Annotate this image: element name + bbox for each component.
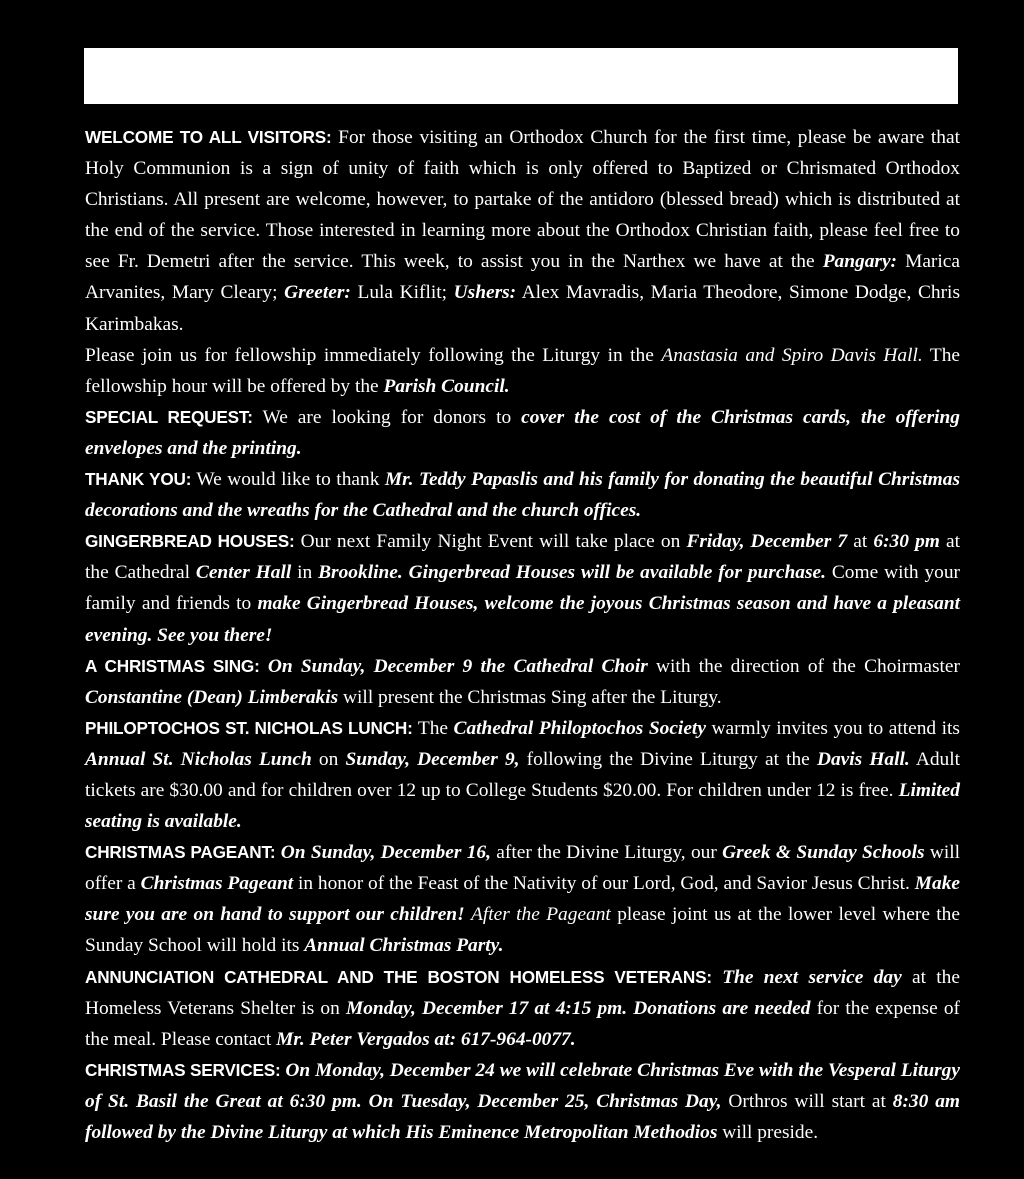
- body-text: Lula Kiflit;: [350, 282, 454, 304]
- section-heading: SPECIAL REQUEST:: [85, 406, 253, 427]
- body-text: Our next Family Night Event will take place on: [294, 531, 687, 553]
- body-text: on: [311, 748, 346, 770]
- body-text: Alex Mavradis, Maria Theodore, Simone Dodge, Chris Karimbakas.: [85, 282, 960, 335]
- paragraph-christmas-pageant: [85, 837, 960, 961]
- paragraph-philoptochos-lunch: [85, 713, 960, 837]
- header-bar: [84, 48, 958, 104]
- emphasis-text: Mr. Peter Vergados at: 617-964-0077.: [276, 1028, 576, 1050]
- body-text: We are looking for donors to: [252, 406, 522, 428]
- section-heading: GINGERBREAD HOUSES:: [85, 531, 295, 552]
- emphasis-text: Ushers:: [453, 282, 517, 304]
- body-text: in: [291, 562, 319, 584]
- body-text: will offer a: [85, 842, 960, 895]
- paragraph-christmas-services: [85, 1055, 960, 1148]
- paragraph-thank-you: [85, 464, 960, 526]
- emphasis-text: Constantine (Dean) Limberakis: [85, 686, 339, 708]
- emphasis-text: Christmas Pageant: [140, 873, 294, 895]
- section-heading: WELCOME TO ALL VISITORS:: [85, 127, 332, 147]
- body-text: For those visiting an Orthodox Church for the first time, please be aware that Holy Communion is a sign of unity of faith which is only offered to Baptized or Chrismated Orthodox Christians. All present are welcome, however, to partake of the antidoro (blessed bread) which is distributed at the end of the service. Those interested in learning more about the Orthodox Christian faith, please feel free to see Fr. Demetri after the service. This week, to assist you in the Narthex we have at the: [85, 127, 960, 273]
- body-text: Come with your family and friends to: [85, 562, 961, 615]
- emphasis-text: Annual Christmas Party.: [304, 935, 504, 957]
- emphasis-text: 8:30 am followed by the Divine Liturgy at which His Eminence Metropolitan Methodios: [85, 1090, 960, 1143]
- section-heading: THANK YOU:: [85, 469, 192, 490]
- body-text: will preside.: [717, 1122, 819, 1143]
- emphasis-text: On Monday, December 24 we will celebrate Christmas Eve with the Vesperal Liturgy of St. Basil the Great at 6:30 pm. On Tuesday, December 25, Christmas Day,: [85, 1059, 960, 1112]
- body-text: at the Homeless Veterans Shelter is on: [85, 966, 960, 1019]
- emphasis-text: Pangary:: [822, 251, 898, 273]
- body-text: at: [847, 531, 874, 553]
- body-text: following the Divine Liturgy at the: [519, 748, 817, 770]
- body-text: The: [412, 717, 454, 739]
- announcements: [85, 122, 960, 1148]
- emphasis-text: Parish Council.: [383, 375, 510, 397]
- emphasis-text: Davis Hall.: [816, 748, 910, 770]
- emphasis-text: On Sunday, December 9 the Cathedral Choir: [267, 655, 648, 677]
- body-text: with the direction of the Choirmaster: [647, 655, 960, 677]
- emphasis-text: Greek & Sunday Schools: [722, 842, 925, 864]
- body-text: Marica Arvanites, Mary Cleary;: [85, 251, 960, 304]
- emphasis-text: Sunday, December 9,: [345, 748, 520, 770]
- emphasis-text: Make sure you are on hand to support our children!: [85, 873, 961, 926]
- body-text: please joint us at the lower level where the Sunday School will hold its: [85, 904, 960, 957]
- body-text: warmly invites you to attend its: [705, 717, 960, 739]
- section-heading: CHRISTMAS PAGEANT:: [85, 842, 276, 863]
- section-heading: ANNUNCIATION CATHEDRAL AND THE BOSTON HOMELESS VETERANS:: [85, 966, 712, 987]
- emphasis-text: On Sunday, December 16,: [280, 842, 491, 864]
- body-text: Orthros will start at: [721, 1090, 893, 1112]
- body-text: The fellowship hour will be offered by the: [85, 344, 960, 397]
- emphasis-text: Anastasia and Spiro Davis Hall.: [661, 344, 923, 366]
- body-text: Please join us for fellowship immediately following the Liturgy in the: [85, 344, 662, 366]
- emphasis-text: Cathedral Philoptochos Society: [453, 717, 706, 739]
- body-text: [260, 656, 268, 677]
- emphasis-text: Monday, December 17 at 4:15 pm. Donations are needed: [345, 997, 811, 1019]
- section-heading: A CHRISTMAS SING:: [85, 655, 260, 676]
- body-text: [712, 967, 722, 988]
- emphasis-text: 6:30 pm: [873, 531, 940, 553]
- emphasis-text: Limited seating is available.: [85, 779, 960, 833]
- emphasis-text: cover the cost of the Christmas cards, the offering envelopes and the printing.: [85, 406, 960, 459]
- emphasis-text: Friday, December 7: [686, 531, 848, 553]
- paragraph-homeless-veterans: [85, 962, 960, 1055]
- emphasis-text: After the Pageant: [471, 904, 611, 926]
- emphasis-text: make Gingerbread Houses, welcome the joyous Christmas season and have a pleasant evening. See you there!: [85, 593, 961, 646]
- body-text: at the Cathedral: [85, 531, 960, 584]
- body-text: We would like to thank: [191, 469, 385, 491]
- section-heading: PHILOPTOCHOS ST. NICHOLAS LUNCH:: [85, 717, 413, 738]
- emphasis-text: Greeter:: [284, 282, 351, 304]
- emphasis-text: Mr. Teddy Papaslis and his family for donating the beautiful Christmas decorations and the wreaths for the Cathedral and the church offices.: [85, 469, 960, 522]
- emphasis-text: Brookline. Gingerbread Houses will be available for purchase.: [318, 562, 826, 584]
- paragraph-welcome-visitors: [85, 122, 960, 340]
- body-text: after the Divine Liturgy, our: [490, 842, 723, 864]
- paragraph-special-request: [85, 402, 960, 464]
- emphasis-text: The next service day: [722, 966, 902, 988]
- body-text: Adult tickets are $30.00 and for children over 12 up to College Students $20.00. For children under 12 is free.: [85, 748, 960, 801]
- emphasis-text: Center Hall: [195, 562, 292, 584]
- emphasis-text: Annual St. Nicholas Lunch: [85, 748, 312, 770]
- body-text: for the expense of the meal. Please contact: [85, 997, 961, 1050]
- section-heading: CHRISTMAS SERVICES:: [85, 1059, 281, 1080]
- paragraph-fellowship: [85, 340, 960, 402]
- paragraph-christmas-sing: [85, 651, 960, 713]
- body-text: will present the Christmas Sing after the Liturgy.: [338, 686, 722, 708]
- paragraph-gingerbread-houses: [85, 526, 960, 650]
- body-text: in honor of the Feast of the Nativity of our Lord, God, and Savior Jesus Christ.: [293, 873, 915, 895]
